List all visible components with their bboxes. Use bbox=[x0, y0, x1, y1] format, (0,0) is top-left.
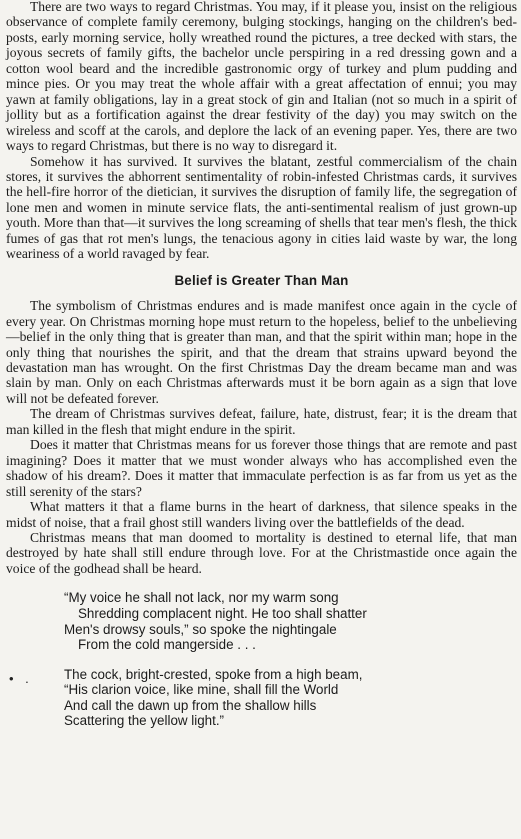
paragraph-does-it-matter: Does it matter that Christmas means for us forever those things that are remote and past imagining? Does it matter that we must wonder always who has accomplished even the shadow of his dream?. Does it matter that immaculate perfection is as far from us yet as the still serenity of the stars? bbox=[6, 437, 517, 499]
paragraph-what-matters: What matters it that a flame burns in the heart of darkness, that silence speaks in the midst of noise, that a frail ghost still wanders living over the battlefields of the dead. bbox=[6, 499, 517, 530]
poem-line: The cock, bright-crested, spoke from a high beam, bbox=[64, 666, 363, 682]
paragraph-two-ways: There are two ways to regard Christmas. You may, if it please you, insist on the religious observance of complete family ceremony, bulging stockings, hanging on the children's bed-posts, early morning service, holly wreathed round the pictures, a tree decked with stars, the joyous secrets of family gifts, the bachelor uncle perspiring in a red dressing gown and a cotton wool beard and the incredible gastronomic orgy of turkey and plum pudding and mince pies. Or you may treat the whole affair with a great affectation of ennui; you may yawn at family obligations, lay in a great stock of gin and Italian (not so much in a spirit of jollity but as a fortification against the drear festivity of the day) you may switch on the wireless and scoff at the carols, and deplore the lack of an evening paper. Yes, there are two ways to regard Christmas, but there is no way to disregard it. bbox=[6, 0, 517, 154]
paragraph-symbolism: The symbolism of Christmas endures and is made manifest once again in the cycle of every year. On Christmas morning hope must return to the hopeless, belief to the unbelieving—belief in the only thing that is greater than man, and that the spirit within man; hope in the only thing that nourishes the spirit, and that the dream that strains upward beyond the devastation man has wrought. On the first Christmas Day the dream became man and was slain by man. Only on each Christmas afterwards must it be born again as a sign that love will not be defeated forever. bbox=[6, 298, 517, 406]
poem-line: And call the dawn up from the shallow hills bbox=[64, 697, 317, 713]
poem-line: “My voice he shall not lack, nor my warm song bbox=[64, 590, 339, 606]
poem-line: “His clarion voice, like mine, shall fill the World bbox=[64, 682, 339, 698]
poem-line: Shredding complacent night. He too shall shatter bbox=[78, 605, 367, 621]
paragraph-survived: Somehow it has survived. It survives the blatant, zestful commercialism of the chain stores, it survives the abhorrent sentimentality of robin-infested Christmas cards, it survives the hell-fire horror of the dietician, it survives the disruption of family life, the segregation of lone men and women in minute service flats, the anti-sentimental realism of just grown-up youth. More than that—it survives the long screaming of shells that tear men's flesh, the thick fumes of gas that rot men's lungs, the tenacious agony in cities laid waste by war, the long weariness of a world ravaged by fear. bbox=[6, 153, 517, 262]
poem-stanza-nightingale bbox=[64, 590, 517, 652]
poem-line: Scattering the yellow light.” bbox=[64, 713, 225, 729]
print-marks: • . bbox=[9, 670, 33, 686]
paragraph-christmas-means: Christmas means that man doomed to mortality is destined to eternal life, that man destroyed by hate shall still endure through love. For at the Christmastide once again the voice of the godhead shall be heard. bbox=[6, 529, 517, 576]
poem-stanza-cock bbox=[9, 666, 517, 729]
poem bbox=[6, 590, 517, 729]
section-heading: Belief is Greater Than Man bbox=[174, 272, 349, 288]
paragraph-dream-survives: The dream of Christmas survives defeat, failure, hate, distrust, fear; it is the dream that man killed in the flesh that might endure in the spirit. bbox=[6, 406, 517, 437]
poem-line: From the cold mangerside . . . bbox=[78, 637, 256, 653]
poem-line: Men's drowsy souls,” so spoke the nightingale bbox=[64, 621, 337, 637]
article-body bbox=[6, 0, 517, 576]
